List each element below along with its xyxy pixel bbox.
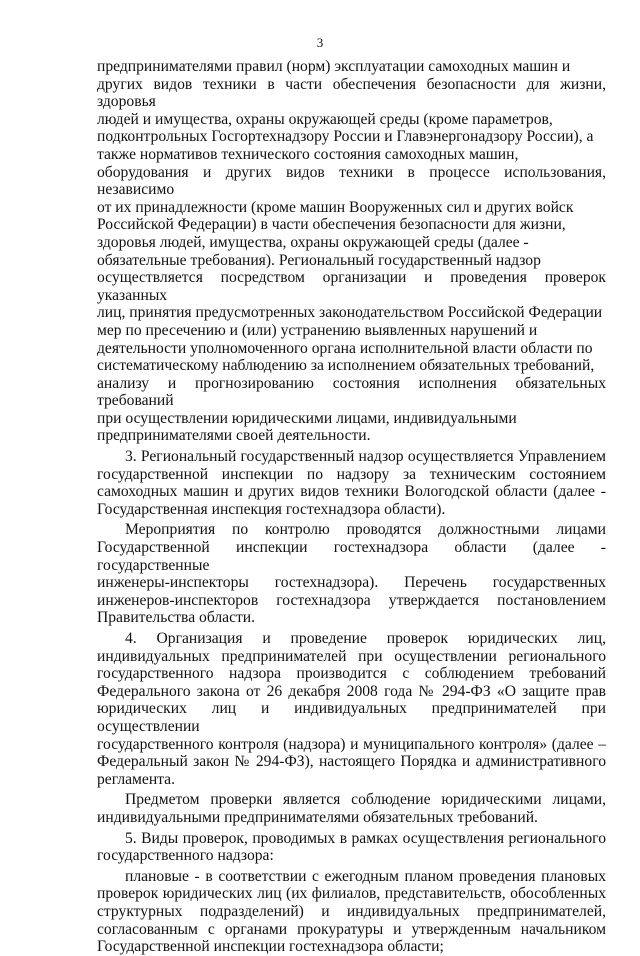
text-line: государственного надзора: [97,847,274,865]
paragraph-supervision-scope [97,58,606,445]
text-line: государственного надзора производится с соблюдением требований [97,665,606,683]
text-line: самоходных машин и других видов техники Вологодской области (далее - [97,483,606,501]
text-line: 4. Организация и проведение проверок юридических лиц, [125,630,606,647]
text-line: Российской Федерации) в части обеспечения безопасности для жизни, [97,216,566,234]
text-line: Федерального закона от 26 декабря 2008 года № 294-ФЗ «О защите прав [97,682,606,700]
text-line: Государственной инспекции гостехнадзора области; [97,938,444,956]
text-line: государственной инспекции по надзору за техническим состоянием [97,465,606,483]
text-line: Федеральный закон № 294-ФЗ), настоящего Порядка и административного [97,753,606,771]
text-line: мер по пресечению и (или) устранению выявленных нарушений и [97,321,538,339]
text-line: индивидуальных предпринимателей при осуществлении регионального [97,647,606,665]
text-line: также нормативов технического состояния самоходных машин, [97,145,519,163]
text-line: Государственная инспекция гостехнадзора области). [97,500,446,518]
text-line: Предметом проверки является соблюдение юридическими лицами, [125,791,606,809]
text-line: государственного контроля (надзора) и муниципального контроля» (далее – [97,735,606,753]
text-line: оборудования и других видов техники в процессе использования, независимо [97,163,606,199]
text-line: 5. Виды проверок, проводимых в рамках осуществления регионального [125,829,606,847]
text-line: индивидуальными предпринимателями обязательных требований. [97,808,538,826]
text-line: деятельности уполномоченного органа исполнительной власти области по [97,339,593,357]
text-line: регламента. [97,770,175,788]
text-line: здоровья людей, имущества, охраны окружающей среды (далее - [97,233,529,251]
text-line: инженеры-инспекторы гостехнадзора). Перечень государственных [97,574,606,592]
text-line: систематическому наблюдению за исполнением обязательных требований, [97,357,595,375]
text-line: лиц, принятия предусмотренных законодательством Российской Федерации [97,304,603,322]
text-line: подконтрольных Госгортехнадзору России и Главэнергонадзору России), а [97,128,594,146]
text-line: согласованным с органами прокуратуры и утвержденным начальником [97,920,606,938]
text-line: Государственной инспекции гостехнадзора области (далее - государственные [97,539,606,574]
paragraph-planned-inspections [97,868,606,956]
paragraph-item-5 [97,830,606,865]
text-line: инженеров-инспекторов гостехнадзора утверждается постановлением [97,591,606,609]
text-line: юридических лиц и индивидуальных предпринимателей при осуществлении [97,700,606,735]
paragraph-inspection-officers [97,521,606,627]
text-line: от их принадлежности (кроме машин Вооруженных сил и других войск [97,198,574,216]
text-line: обязательные требования). Региональный государственный надзор [97,251,541,269]
text-line: структурных подразделений) и индивидуальных предпринимателей, [97,902,606,920]
text-line: людей и имущества, охраны окружающей среды (кроме параметров, [97,110,553,128]
text-line: плановые - в соответствии с ежегодным планом проведения плановых [125,867,606,885]
document-body [97,58,606,956]
text-line: анализу и прогнозированию состояния исполнения обязательных требований [97,374,606,410]
text-line: осуществляется посредством организации и проведения проверок указанных [97,269,606,304]
paragraph-inspection-subject [97,791,606,826]
page-number: 3 [316,35,324,50]
paragraph-item-4 [97,630,606,788]
text-line: предпринимателями правил (норм) эксплуатации самоходных машин и [97,58,571,75]
text-line: при осуществлении юридическими лицами, индивидуальными [97,409,517,427]
paragraph-item-3 [97,448,606,518]
text-line: 3. Региональный государственный надзор осуществляется Управлением [125,448,606,466]
text-line: других видов техники в части обеспечения безопасности для жизни, здоровья [97,75,606,111]
text-line: проверок юридических лиц (их филиалов, представительств, обособленных [97,885,606,903]
text-line: Правительства области. [97,609,256,627]
text-line: Мероприятия по контролю проводятся должностными лицами [125,521,606,539]
text-line: предпринимателями своей деятельности. [97,427,371,445]
